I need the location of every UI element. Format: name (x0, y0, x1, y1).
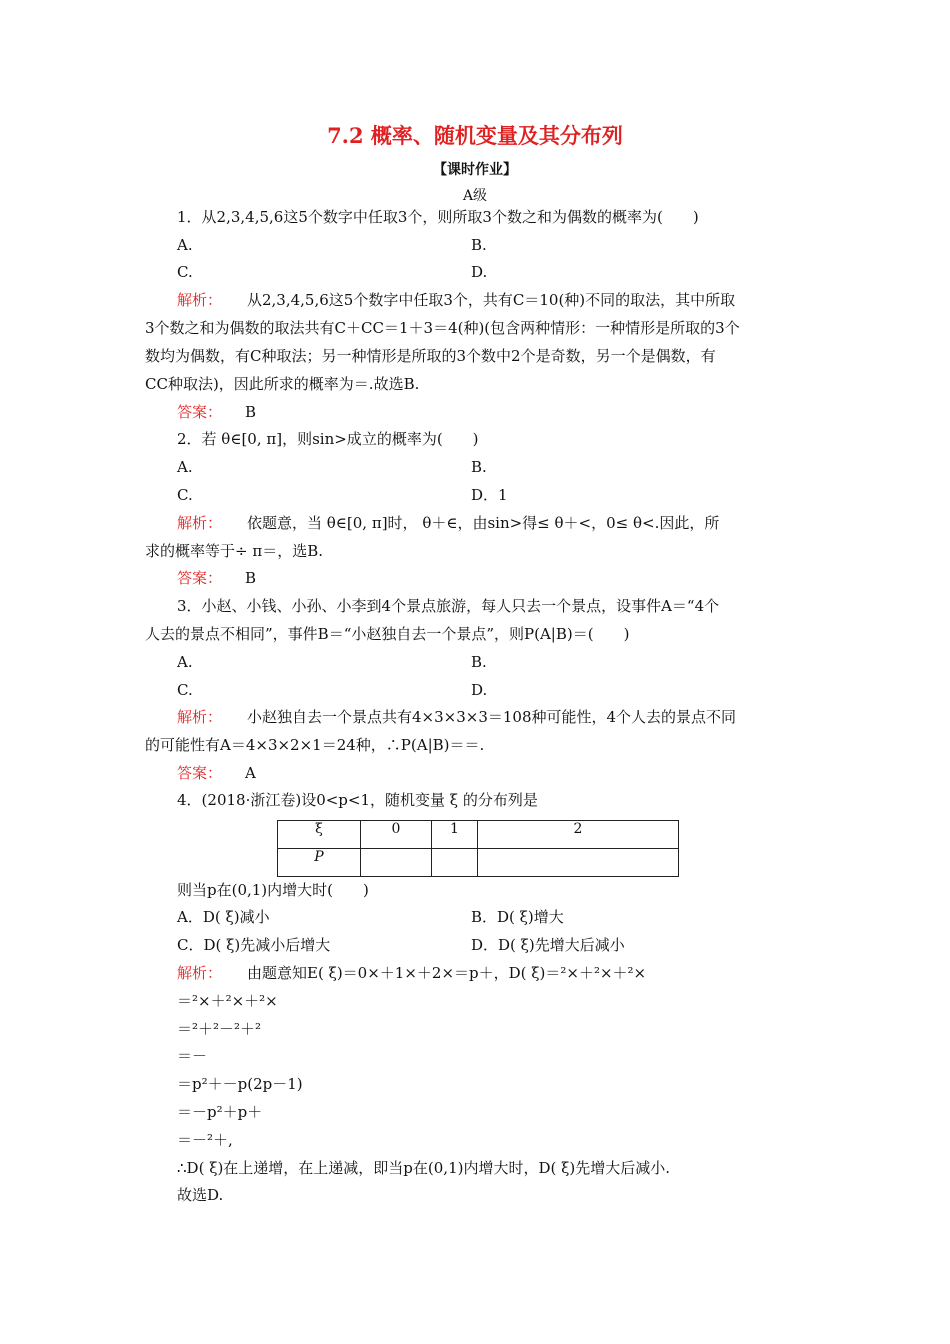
q1-answer-label: 答案： (177, 403, 223, 421)
q3-answer: A (245, 764, 256, 782)
q4-condition: 则当p在(0,1)内增大时( ) (177, 881, 369, 899)
page-title: 7.2 概率、随机变量及其分布列 (327, 123, 623, 148)
q1-solution-label: 解析： (177, 291, 223, 309)
q3-solution-line: 的可能性有A＝4×3×2×1＝24种，∴P(A|B)＝＝. (145, 736, 485, 754)
q1-solution-line: CC种取法)，因此所求的概率为＝.故选B. (145, 375, 420, 393)
q2-answer: B (245, 569, 257, 587)
table-row (278, 849, 679, 877)
q1-solution-line: 从2,3,4,5,6这5个数字中任取3个，共有C＝10(种)不同的取法，其中所取 (247, 291, 736, 309)
q4-solution-line: ＝－ (177, 1047, 208, 1065)
table-cell: ξ (278, 821, 361, 849)
q1-option-a: A. (177, 236, 193, 254)
q4-solution-line: ＝p²＋－p(2p－1) (177, 1075, 303, 1093)
q1-option-d: D. (471, 263, 488, 281)
q4-option-c: C．D( ξ)先减小后增大 (177, 936, 331, 954)
table-cell: 1 (432, 821, 478, 849)
level-heading: A级 (462, 188, 488, 204)
q4-option-d: D．D( ξ)先增大后减小 (471, 936, 625, 954)
q4-solution-line: ＝²＋²－²＋² (177, 1020, 262, 1038)
q4-solution-label: 解析： (177, 964, 223, 982)
q1-solution-line: 数均为偶数，有C种取法；另一种情形是所取的3个数中2个是奇数，另一个是偶数，有 (145, 347, 716, 365)
q1-solution-line: 3个数之和为偶数的取法共有C＋CC＝1＋3＝4(种)(包含两种情形：一种情形是所取的3个 (145, 319, 740, 337)
q2-stem: 2．若 θ∈[0, π]，则sin>成立的概率为( ) (177, 430, 479, 448)
distribution-table (277, 820, 679, 877)
q1-answer: B (245, 403, 257, 421)
q3-stem: 人去的景点不相同”，事件B＝“小赵独自去一个景点”，则P(A|B)＝( ) (145, 625, 630, 643)
q2-solution-label: 解析： (177, 514, 223, 532)
q3-stem: 3．小赵、小钱、小孙、小李到4个景点旅游，每人只去一个景点，设事件A＝“4个 (177, 597, 720, 615)
section-heading: 【课时作业】 (433, 162, 517, 178)
q3-solution-label: 解析： (177, 708, 223, 726)
table-cell: P (278, 849, 361, 877)
q3-solution-line: 小赵独自去一个景点共有4×3×3×3＝108种可能性，4个人去的景点不同 (247, 708, 737, 726)
q2-solution-line: 依题意，当 θ∈[0, π]时， θ＋∈，由sin>得≤ θ＋<，0≤ θ<.因此，所 (247, 514, 720, 532)
q2-answer-label: 答案： (177, 569, 223, 587)
q3-option-d: D. (471, 681, 488, 699)
q4-solution-line: ＝－p²＋p＋ (177, 1103, 263, 1121)
q1-option-c: C. (177, 263, 193, 281)
q4-solution-line: ＝²×＋²×＋²× (177, 992, 278, 1010)
table-cell (432, 849, 478, 877)
q4-solution-line: 故选D. (177, 1186, 224, 1204)
q4-solution-line: ＝－²＋, (177, 1131, 233, 1149)
q4-solution-line: 由题意知E( ξ)＝0×＋1×＋2×＝p＋，D( ξ)＝²×＋²×＋²× (247, 964, 647, 982)
q4-option-b: B．D( ξ)增大 (471, 908, 564, 926)
table-row (278, 821, 679, 849)
q1-option-b: B. (471, 236, 487, 254)
table-cell (478, 849, 679, 877)
table-cell (361, 849, 432, 877)
table-cell: 2 (478, 821, 679, 849)
q3-option-b: B. (471, 653, 487, 671)
table-cell: 0 (361, 821, 432, 849)
q4-solution-line: ∴D( ξ)在上递增，在上递减，即当p在(0,1)内增大时，D( ξ)先增大后减小. (177, 1159, 670, 1177)
q3-option-c: C. (177, 681, 193, 699)
q3-option-a: A. (177, 653, 193, 671)
q2-option-b: B. (471, 458, 487, 476)
q4-option-a: A．D( ξ)减小 (177, 908, 270, 926)
q2-option-d: D．1 (471, 486, 508, 504)
q4-stem: 4．(2018·浙江卷)设0<p<1，随机变量 ξ 的分布列是 (177, 791, 538, 809)
q2-option-a: A. (177, 458, 193, 476)
q2-solution-line: 求的概率等于÷ π＝，选B. (145, 542, 323, 560)
q2-option-c: C. (177, 486, 193, 504)
q3-answer-label: 答案： (177, 764, 223, 782)
q1-stem: 1．从2,3,4,5,6这5个数字中任取3个，则所取3个数之和为偶数的概率为( ) (177, 208, 699, 226)
